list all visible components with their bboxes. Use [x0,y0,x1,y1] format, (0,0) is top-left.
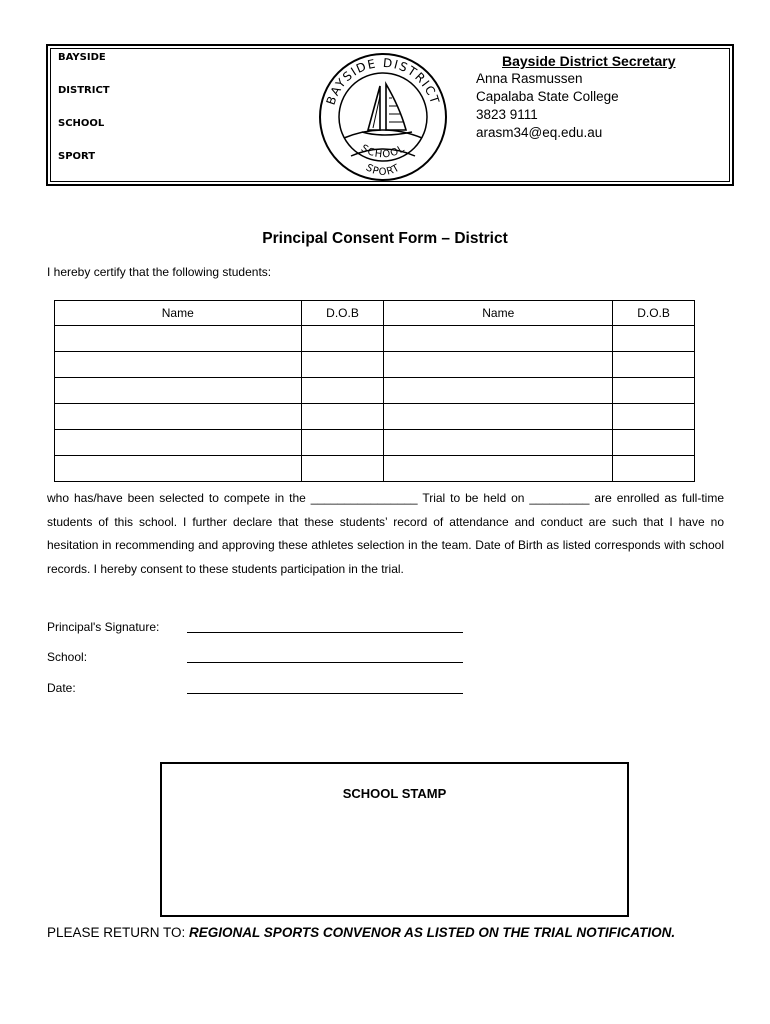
date-row [47,681,76,695]
table-row [55,378,695,404]
table-row [55,430,695,456]
name-cell[interactable] [384,352,613,378]
letterhead [46,44,734,186]
declaration-text: who has/have been selected to compete in the ________________ Trial to be held on _________ are enrolled as full-time students of this school. I further declare that these students’ record of attendance and conduct are such that I have no hesitation in recommending and approving these athletes selection in the team. Date of Birth as listed corresponds with school records. I hereby consent to these students participation in the trial. [47,491,724,576]
dob-cell[interactable] [613,456,695,482]
name-cell[interactable] [384,456,613,482]
name-cell[interactable] [55,456,302,482]
district-line-1: BAYSIDE [58,52,106,63]
dob-cell[interactable] [301,352,384,378]
dob-cell[interactable] [613,378,695,404]
dob-header: D.O.B [613,301,695,326]
name-cell[interactable] [55,378,302,404]
name-cell[interactable] [384,404,613,430]
secretary-contact [476,52,676,142]
name-header: Name [384,301,613,326]
dob-cell[interactable] [613,430,695,456]
name-cell[interactable] [384,378,613,404]
signature-field[interactable] [187,632,463,633]
name-cell[interactable] [384,430,613,456]
secretary-email: arasm34@eq.edu.au [476,125,603,140]
return-prefix: PLEASE RETURN TO: [47,925,190,940]
return-target: REGIONAL SPORTS CONVENOR AS LISTED ON THE TRIAL NOTIFICATION. [189,925,676,940]
name-cell[interactable] [55,404,302,430]
name-header: Name [55,301,302,326]
logo-band-school: SCHOOL [358,143,408,161]
stamp-label: SCHOOL STAMP [342,786,447,801]
date-label: Date: [47,681,76,695]
logo-band-sport: SPORT [363,162,403,178]
school-label: School: [47,650,88,664]
sailboat-logo-icon [316,50,450,184]
school-field[interactable] [187,662,463,663]
date-field[interactable] [187,693,463,694]
table-row [55,352,695,378]
svg-text:SPORT [364,162,402,178]
district-line-3: SCHOOL [58,118,105,129]
name-cell[interactable] [55,352,302,378]
table-row [55,456,695,482]
name-cell[interactable] [55,326,302,352]
table-header-row [55,301,695,326]
signature-label: Principal's Signature: [47,620,160,634]
dob-cell[interactable] [301,378,384,404]
dob-cell[interactable] [301,326,384,352]
secretary-phone: 3823 9111 [476,107,538,122]
school-row [47,650,87,664]
district-line-2: DISTRICT [58,85,110,96]
logo-ring-text: BAYSIDE DISTRICT [323,55,443,107]
secretary-title: Bayside District Secretary [502,53,676,69]
school-stamp-box [160,762,629,917]
signature-row [47,620,159,634]
district-line-4: SPORT [58,151,96,162]
dob-cell[interactable] [301,404,384,430]
table-row [55,404,695,430]
dob-cell[interactable] [301,430,384,456]
dob-cell[interactable] [301,456,384,482]
name-cell[interactable] [55,430,302,456]
dob-cell[interactable] [613,404,695,430]
dob-header: D.O.B [301,301,384,326]
return-instructions [47,925,697,941]
intro-text: I hereby certify that the following students: [47,265,272,279]
district-label [58,52,110,184]
dob-cell[interactable] [613,352,695,378]
form-title: Principal Consent Form – District [262,230,508,247]
secretary-name: Anna Rasmussen [476,71,583,86]
table-row [55,326,695,352]
dob-cell[interactable] [613,326,695,352]
name-cell[interactable] [384,326,613,352]
secretary-school: Capalaba State College [476,89,619,104]
students-table [54,300,695,482]
svg-text:BAYSIDE DISTRICT [324,56,443,107]
